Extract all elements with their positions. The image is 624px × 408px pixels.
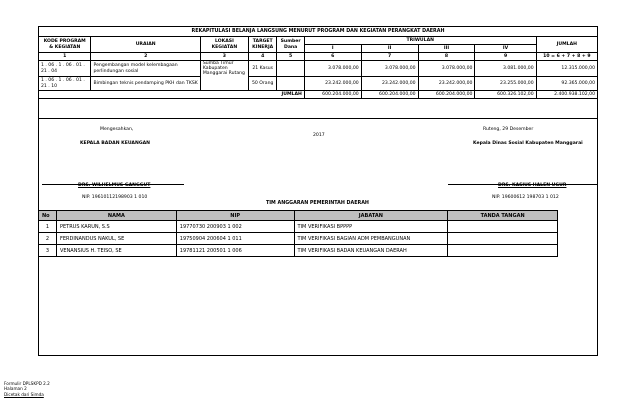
team-nama: VENANSIUS H. TEISO, SE	[56, 245, 176, 257]
header-sumber-dana: Sumber Dana	[277, 37, 304, 53]
footer-page: Halaman 2	[4, 386, 27, 391]
col-number: 9	[475, 53, 536, 61]
col-number: 10 = 6 + 7 + 8 + 9	[536, 53, 597, 61]
row-target: 50 Orang	[248, 77, 277, 91]
header-target: TARGET KINERJA	[248, 37, 277, 53]
header-lokasi: LOKASI KEGIATAN	[200, 37, 248, 53]
team-nama: PETRUS KARUN, S.S	[56, 221, 176, 233]
section-divider	[38, 118, 598, 119]
row-q4: 23.255.000,00	[475, 77, 536, 91]
footer-form: Formulir DPLSKPD 2.2	[4, 381, 50, 386]
row-q2: 3.078.000,00	[361, 61, 418, 77]
table-row	[39, 233, 558, 245]
col-number: 3	[200, 53, 248, 61]
row-lokasi: Sumba Timur Kabupaten Manggarai Rutang	[200, 61, 248, 91]
signature-year: 2017	[313, 133, 325, 138]
row-q1: 23.242.000,00	[304, 77, 361, 91]
signature-right-place-date: Ruteng, 29 Desember	[483, 127, 534, 132]
signature-left-name: DRS. WILHELMUS GANGGUT	[78, 183, 151, 188]
team-header-ttd: TANDA TANGAN	[448, 211, 558, 221]
col-number: 1	[39, 53, 91, 61]
team-title: TIM ANGGARAN PEMERINTAH DAERAH	[266, 201, 369, 206]
total-row	[39, 91, 598, 99]
signature-right-nip: NIP. 19600612 198703 1 012	[492, 195, 559, 200]
row-q4: 3.081.000,00	[475, 61, 536, 77]
row-q1: 3.078.000,00	[304, 61, 361, 77]
signature-left-role: KEPALA BADAN KEUANGAN	[80, 141, 151, 146]
team-header-nama: NAMA	[56, 211, 176, 221]
row-jumlah: 92.365.000,00	[536, 77, 597, 91]
col-number: 4	[248, 53, 277, 61]
team-jabatan: TIM VERIFIKASI BADAN KEUANGAN DAERAH	[294, 245, 448, 257]
total-q4: 600.326.102,00	[475, 91, 536, 99]
team-header-nip: NIP	[176, 211, 294, 221]
col-number: 2	[91, 53, 200, 61]
budget-table	[38, 26, 598, 99]
row-kode: 1 . 06 . 1 . 06 . 01 . 21 . 10	[39, 77, 91, 91]
table-row	[39, 221, 558, 233]
col-number: 8	[418, 53, 475, 61]
col-number: 5	[277, 53, 304, 61]
header-kode: KODE PROGRAM & KEGIATAN	[39, 37, 91, 53]
header-jumlah: JUMLAH	[536, 37, 597, 53]
total-q3: 600.204.000,00	[418, 91, 475, 99]
team-nama: FERDINANDUS NAKUL, SE	[56, 233, 176, 245]
table-row	[39, 77, 598, 91]
row-uraian: Pengembangan model kelembagaan perlindungan sosial	[91, 61, 200, 77]
row-uraian: Bimbingan teknis pendamping PKH dan TKSK	[91, 77, 200, 91]
table-row	[39, 61, 598, 77]
team-no: 2	[39, 233, 57, 245]
team-nip: 19750904 200604 1 011	[176, 233, 294, 245]
header-uraian: URAIAN	[91, 37, 200, 53]
signature-left-intro: Mengesahkan,	[100, 127, 134, 132]
team-ttd	[448, 221, 558, 233]
team-no: 3	[39, 245, 57, 257]
signature-right-role: Kepala Dinas Sosial Kabupaten Manggarai	[473, 141, 583, 146]
row-q2: 23.242.000,00	[361, 77, 418, 91]
team-header-jabatan: JABATAN	[294, 211, 448, 221]
total-jumlah: 2.400.938.102,00	[536, 91, 597, 99]
row-q3: 3.078.000,00	[418, 61, 475, 77]
signature-right-name: DRS. KASIUS HALEN UGUR	[498, 183, 567, 188]
header-q3: III	[418, 45, 475, 53]
row-q3: 23.242.000,00	[418, 77, 475, 91]
team-jabatan: TIM VERIFIKASI BPPPP	[294, 221, 448, 233]
team-ttd	[448, 233, 558, 245]
col-number: 6	[304, 53, 361, 61]
header-q4: IV	[475, 45, 536, 53]
signature-left-nip: NIP. 19610112198903 1 010	[82, 195, 148, 200]
row-target: 21 Kasus	[248, 61, 277, 77]
table-row	[39, 245, 558, 257]
document-title: REKAPITULASI BELANJA LANGSUNG MENURUT PROGRAM DAN KEGIATAN PERANGKAT DAERAH	[39, 27, 598, 37]
header-q2: II	[361, 45, 418, 53]
team-table	[38, 210, 558, 257]
col-number: 7	[361, 53, 418, 61]
header-triwulan: TRIWULAN	[304, 37, 536, 45]
total-q2: 600.204.000,00	[361, 91, 418, 99]
team-header-no: No	[39, 211, 57, 221]
row-kode: 1 . 06 . 1 . 06 . 01 . 21 . 04	[39, 61, 91, 77]
total-label: JUMLAH	[39, 91, 305, 99]
team-nip: 19770730 200903 1 002	[176, 221, 294, 233]
total-q1: 600.204.000,00	[304, 91, 361, 99]
team-ttd	[448, 245, 558, 257]
footer-app: Dicetak dari Simda	[4, 392, 44, 397]
team-nip: 19781121 200501 1 006	[176, 245, 294, 257]
team-jabatan: TIM VERIFIKASI BAGIAN ADM PEMBANGUNAN	[294, 233, 448, 245]
row-jumlah: 12.315.000,00	[536, 61, 597, 77]
team-no: 1	[39, 221, 57, 233]
header-q1: I	[304, 45, 361, 53]
